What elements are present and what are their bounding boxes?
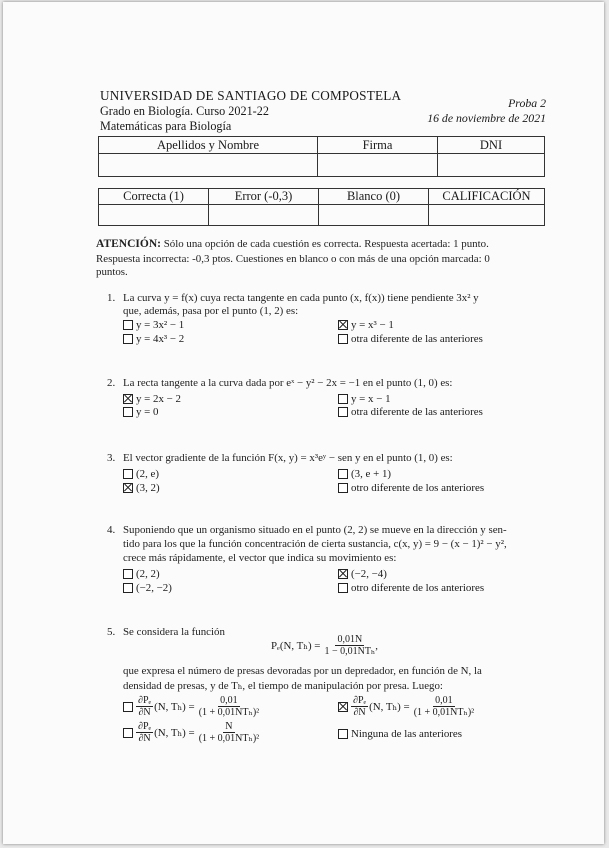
question-3-option-b[interactable]: (3, e + 1) [338,468,391,480]
question-1-line-2: que, además, pasa por el punto (1, 2) es: [123,305,299,317]
question-4-option-b[interactable]: (−2, −4) [338,568,387,580]
degree-course: Grado en Biología. Curso 2021-22 [100,104,269,118]
dni-field[interactable] [438,154,545,177]
student-id-table [98,136,545,177]
checkbox[interactable] [123,469,133,479]
notice-line-1: ATENCIÓN: Sólo una opción de cada cuestión es correcta. Respuesta acertada: 1 punto. [96,238,489,250]
grade-column-header: CALIFICACIÓN [429,189,545,205]
checkbox[interactable] [338,407,348,417]
question-1-option-b[interactable]: y = x³ − 1 [338,319,394,331]
checkbox[interactable] [123,728,133,738]
notice-line-2: Respuesta incorrecta: -0,3 ptos. Cuestiones en blanco o con más de una opción marcada: 0 [96,253,490,265]
question-4-option-a[interactable]: (2, 2) [123,568,160,580]
checkbox[interactable] [338,394,348,404]
checked-checkbox[interactable] [123,483,133,493]
name-column-header: Apellidos y Nombre [99,137,318,154]
notice-line-3: puntos. [96,266,128,278]
question-2-line-1: La recta tangente a la curva dada por eˣ − y² − 2x = −1 en el punto (1, 0) es: [123,377,453,389]
checked-checkbox[interactable] [338,702,348,712]
exam-page [3,2,604,844]
question-4-option-d[interactable]: otro diferente de los anteriores [338,582,484,594]
error-cell [209,205,319,226]
question-1-option-a[interactable]: y = 3x² − 1 [123,319,184,331]
checkbox[interactable] [123,407,133,417]
question-1-option-d[interactable]: otra diferente de las anteriores [338,333,483,345]
question-5-option-c[interactable]: $\frac{\text{∂Pₑ}}{\partial N}$ (N, Tₕ) = $\frac{N}{\text{(1 + 0,01NTₕ)²}}$ [123,721,259,744]
question-5-option-a[interactable]: $\frac{\text{∂Pₑ}}{\partial N}$ (N, Tₕ) = $\frac{0,01}{\text{(1 + 0,01NTₕ)²}}$ [123,695,259,718]
checked-checkbox[interactable] [123,394,133,404]
question-3-line-1: El vector gradiente de la función F(x, y) = x³eʸ − sen y en el punto (1, 0) es: [123,452,453,464]
question-2-option-c[interactable]: y = 0 [123,406,158,418]
question-4-line-1: Suponiendo que un organismo situado en el punto (2, 2) se mueve en la dirección y sen- [123,524,507,536]
question-5-option-d[interactable]: Ninguna de las anteriores [338,728,462,740]
signature-column-header: Firma [318,137,438,154]
checkbox[interactable] [123,320,133,330]
test-label: Proba 2 [508,96,546,110]
question-3-option-d[interactable]: otro diferente de los anteriores [338,482,484,494]
blank-cell [319,205,429,226]
question-4-line-3: crece más rápidamente, el vector que indica su movimiento es: [123,552,397,564]
correct-cell [99,205,209,226]
checkbox[interactable] [123,569,133,579]
checkbox[interactable] [338,334,348,344]
notice-label: ATENCIÓN: [96,238,161,250]
question-5-line-1: que expresa el número de presas devoradas por un depredador, en función de N, la [123,665,482,677]
question-1-number: 1. [107,292,116,304]
question-5-number: 5. [107,626,116,638]
university-name: UNIVERSIDAD DE SANTIAGO DE COMPOSTELA [100,88,402,103]
question-3-option-c[interactable]: (3, 2) [123,482,160,494]
checkbox[interactable] [338,583,348,593]
dni-column-header: DNI [438,137,545,154]
question-2-option-d[interactable]: otra diferente de las anteriores [338,406,483,418]
checked-checkbox[interactable] [338,569,348,579]
question-3-number: 3. [107,452,116,464]
question-5-formula: Pₑ(N, Tₕ) = $\frac{0,01N}{\text{1 − 0,01NTₕ}}$ , [271,634,378,657]
grade-cell [429,205,545,226]
checked-checkbox[interactable] [338,320,348,330]
checkbox[interactable] [338,469,348,479]
question-1-line-1: La curva y = f(x) cuya recta tangente en cada punto (x, f(x)) tiene pendiente 3x² y [123,292,479,304]
signature-field[interactable] [318,154,438,177]
question-2-number: 2. [107,377,116,389]
checkbox[interactable] [123,583,133,593]
question-5-intro: Se considera la función [123,626,225,638]
checkbox[interactable] [123,702,133,712]
question-4-line-2: tido para los que la función concentración de cierta sustancia, c(x, y) = 9 − (x − 1)² − y², [123,538,507,550]
question-4-number: 4. [107,524,116,536]
question-4-option-c[interactable]: (−2, −2) [123,582,172,594]
question-5-option-b[interactable]: $\frac{\text{∂Pₑ}}{\partial N}$ (N, Tₕ) = $\frac{0,01}{\text{(1 + 0,01NTₕ)²}}$ [338,695,474,718]
question-5-line-2: densidad de presas, y de Tₕ, el tiempo de manipulación por presa. Luego: [123,680,443,692]
question-2-option-a[interactable]: y = 2x − 2 [123,393,181,405]
question-3-option-a[interactable]: (2, e) [123,468,159,480]
checkbox[interactable] [123,334,133,344]
checkbox[interactable] [338,483,348,493]
exam-date: 16 de noviembre de 2021 [427,111,546,125]
checkbox[interactable] [338,729,348,739]
question-1-option-c[interactable]: y = 4x³ − 2 [123,333,184,345]
blank-column-header: Blanco (0) [319,189,429,205]
correct-column-header: Correcta (1) [99,189,209,205]
question-2-option-b[interactable]: y = x − 1 [338,393,391,405]
score-table [98,188,545,226]
subject-name: Matemáticas para Biología [100,119,232,133]
error-column-header: Error (-0,3) [209,189,319,205]
name-field[interactable] [99,154,318,177]
